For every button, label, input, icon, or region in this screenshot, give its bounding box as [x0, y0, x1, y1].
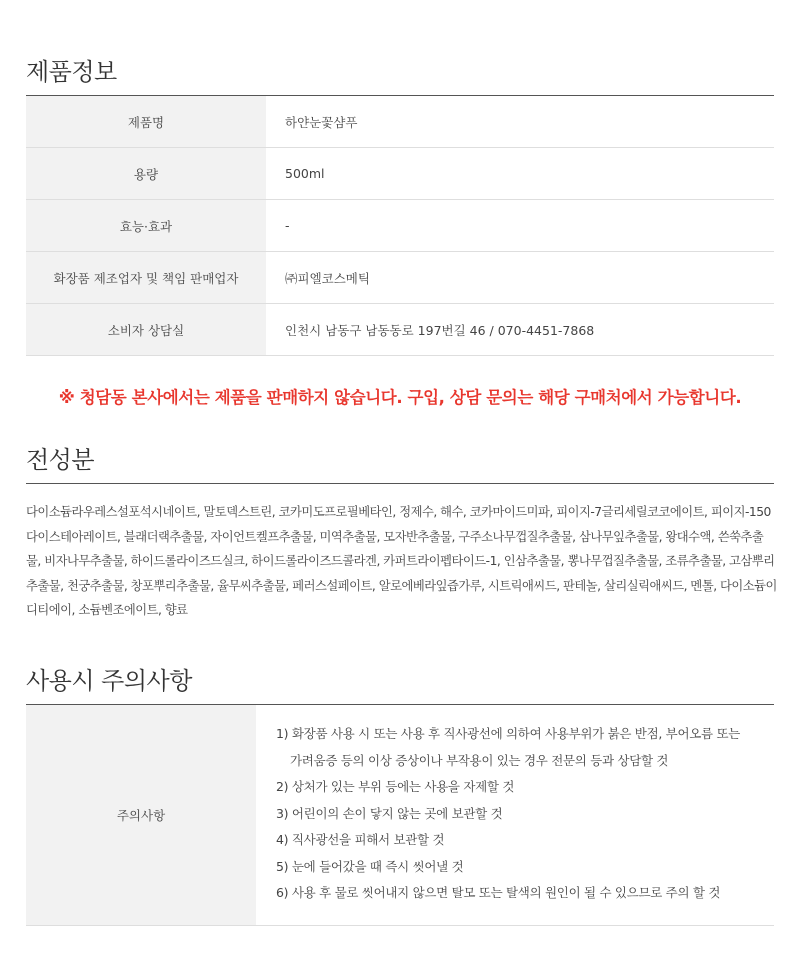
list-item [276, 721, 774, 774]
caution-item-1: 1) 화장품 사용 시 또는 사용 후 직사광선에 의하여 사용부위가 붉은 반점, 부어오름 또는 [276, 726, 741, 741]
product-info-table [26, 96, 774, 356]
caution-label: 주의사항 [26, 705, 256, 926]
ingredients-title: 전성분 [26, 446, 95, 474]
product-name-label: 제품명 [26, 96, 266, 148]
consumer-center-label: 소비자 상담실 [26, 304, 266, 356]
efficacy-label: 효능·효과 [26, 200, 266, 252]
list-item: 3) 어린이의 손이 닿지 않는 곳에 보관할 것 [276, 805, 503, 821]
list-item: 6) 사용 후 물로 씻어내지 않으면 탈모 또는 탈색의 원인이 될 수 있으므로 주의 할 것 [276, 885, 721, 900]
volume-value: 500ml [266, 148, 774, 200]
list-item: 2) 상처가 있는 부위 등에는 사용을 자제할 것 [276, 779, 515, 794]
table-row [26, 252, 774, 304]
caution-content [256, 705, 774, 926]
caution-list [276, 721, 774, 907]
efficacy-value: - [266, 200, 774, 252]
list-item: 5) 눈에 들어갔을 때 즉시 씻어낼 것 [276, 858, 464, 874]
table-row [26, 304, 774, 356]
sales-notice: ※ 청담동 본사에서는 제품을 판매하지 않습니다. 구입, 상담 문의는 해당 구매처에서 가능합니다. [58, 388, 742, 407]
list-item: 4) 직사광선을 피해서 보관할 것 [276, 832, 445, 847]
product-name-value: 하얀눈꽃샴푸 [266, 96, 774, 148]
table-row [26, 148, 774, 200]
manufacturer-value: ㈜피엘코스메틱 [266, 252, 774, 304]
manufacturer-label: 화장품 제조업자 및 책임 판매업자 [26, 252, 266, 304]
product-info-title: 제품정보 [26, 58, 117, 86]
volume-label: 용량 [26, 148, 266, 200]
caution-title: 사용시 주의사항 [26, 667, 192, 695]
ingredients-text: 다이소듐라우레스설포석시네이트, 말토덱스트린, 코카미도프로필베타인, 정제수, 해수, 코카마이드미파, 피이지-7글리세릴코코에이트, 피이지-150다이스테아레이트, 블래더랙추출물, 자이언트켈프추출물, 미역추출물, 모자반추출물, 구주소나무껍질추출물, 삼나무잎추출물, 왕대수액, 쓴쑥추출물, 비자나무추출물, 하이드롤라이즈드실크, 하이드롤라이즈드콜라겐, 카퍼트라이펩타이드-1, 인삼추출물, 뽕나무껍질추출물, 조류추출물, 고삼뿌리추출물, 천궁추출물, 창포뿌리추출물, 율무씨추출물, 페러스설페이트, 알로에베라잎즙가루, 시트릭애씨드, 판테놀, 살리실릭애씨드, 멘톨, 다이소듐이디티에이, 소듐벤조에이트, 향료 [26, 505, 777, 618]
caution-table [26, 705, 774, 926]
table-row [26, 705, 774, 926]
ingredients-divider [26, 483, 774, 484]
caution-item-1-continued: 가려움증 등의 이상 증상이나 부작용이 있는 경우 전문의 등과 상담할 것 [290, 752, 669, 768]
table-row [26, 96, 774, 148]
consumer-center-value: 인천시 남동구 남동동로 197번길 46 / 070-4451-7868 [266, 304, 774, 356]
table-row [26, 200, 774, 252]
